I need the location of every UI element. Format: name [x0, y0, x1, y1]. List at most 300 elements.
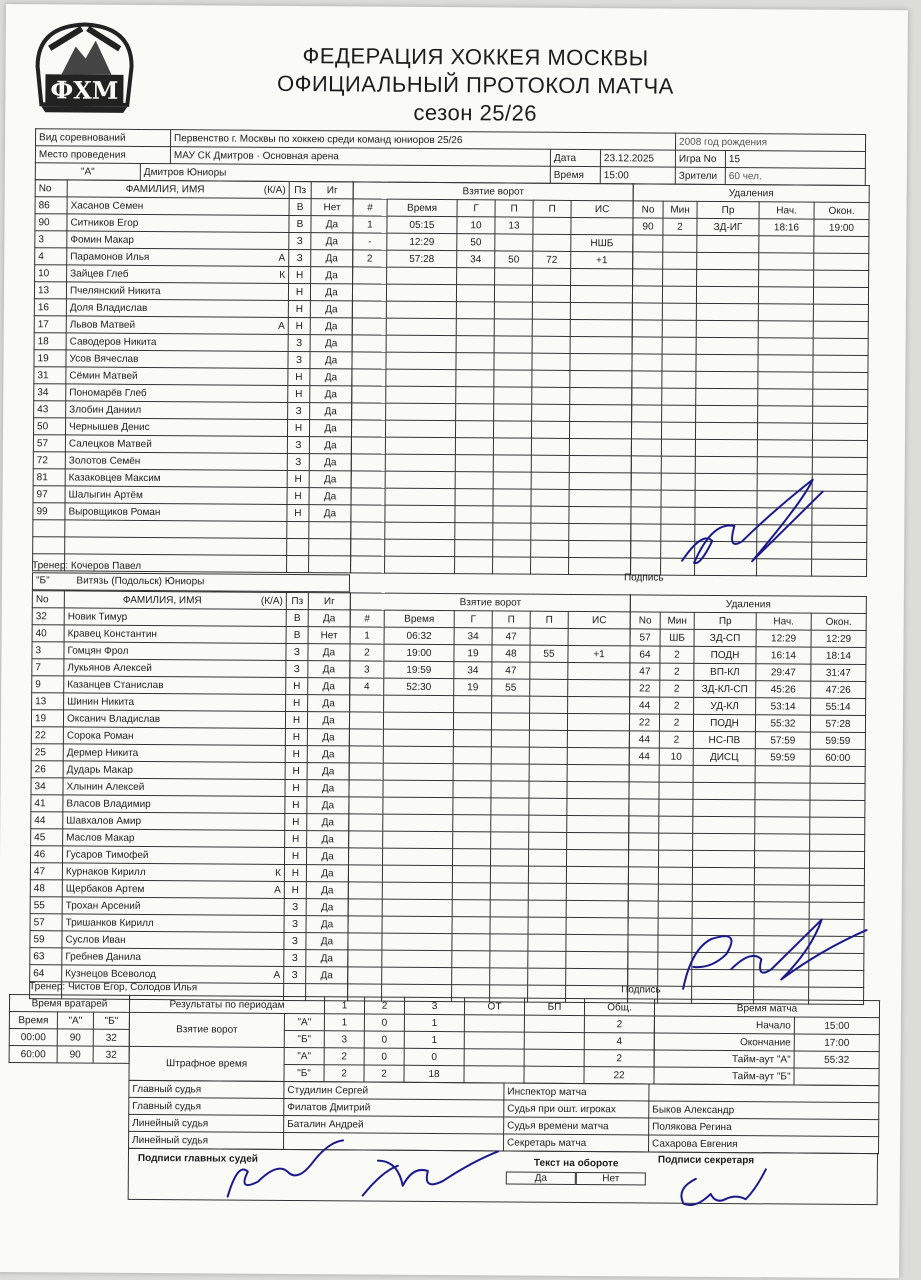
player-number: 59	[30, 931, 62, 948]
empty-cell	[566, 883, 628, 900]
empty-cell	[696, 388, 758, 405]
player-played: Да	[309, 471, 351, 488]
empty-cell	[633, 235, 663, 252]
penalty-cell: 47:26	[811, 681, 866, 698]
period-cell: "Б"	[284, 1064, 324, 1081]
empty-cell	[455, 438, 493, 455]
empty-cell	[566, 951, 628, 968]
player-name: Дударь Макар	[66, 763, 134, 776]
player-number: 57	[30, 914, 62, 931]
goal-cell: НШБ	[571, 234, 633, 251]
empty-cell	[532, 353, 570, 370]
empty-cell	[569, 557, 631, 574]
player-position: Н	[284, 864, 306, 881]
empty-cell	[658, 867, 692, 884]
empty-row	[349, 780, 629, 799]
empty-cell	[494, 319, 532, 336]
empty-cell	[662, 405, 696, 422]
empty-cell	[386, 335, 456, 352]
empty-cell	[490, 849, 528, 866]
penalty-cell: 12:29	[811, 630, 866, 647]
empty-cell	[569, 523, 631, 540]
player-position: З	[289, 232, 311, 249]
empty-row	[351, 437, 631, 456]
penalties-title: Удаления	[630, 595, 866, 614]
period-cell: "А"	[284, 1047, 324, 1064]
empty-row	[33, 537, 351, 556]
empty-row	[628, 867, 864, 886]
penalty-cell: 55:14	[811, 698, 866, 715]
goal-row	[353, 216, 633, 235]
player-number: 64	[30, 965, 62, 982]
empty-cell	[813, 406, 868, 423]
empty-cell	[813, 287, 868, 304]
player-number: 45	[31, 829, 63, 846]
empty-cell	[810, 766, 865, 783]
goal-cell: 1	[350, 627, 384, 644]
player-row	[33, 486, 351, 505]
penalty-by-period-label: Штрафное время	[129, 1046, 284, 1081]
empty-cell	[386, 301, 456, 318]
empty-cell	[384, 695, 454, 712]
empty-cell	[662, 354, 696, 371]
empty-cell	[758, 304, 813, 321]
empty-cell	[452, 917, 490, 934]
pen-col-header: Пр	[697, 201, 759, 218]
team-b-players-table	[29, 590, 351, 1001]
player-name: Шалыгин Артём	[68, 488, 143, 501]
goal-row	[350, 644, 630, 663]
goal-cell	[530, 679, 568, 696]
official-cell: Полякова Регина	[649, 1118, 879, 1137]
empty-cell	[348, 916, 382, 933]
period-col-header: 1	[324, 997, 364, 1014]
penalty-row	[630, 629, 866, 648]
player-row	[34, 316, 352, 335]
empty-cell	[456, 285, 494, 302]
penalty-cell: 10	[659, 748, 693, 765]
match-time-value: 55:32	[794, 1051, 879, 1069]
empty-cell	[812, 440, 867, 457]
player-name: Ситников Егор	[70, 216, 139, 229]
player-position: З	[284, 915, 306, 932]
player-row	[31, 744, 349, 763]
player-name-cell	[66, 333, 288, 352]
empty-cell	[385, 488, 455, 505]
empty-cell	[567, 713, 629, 730]
player-name-cell	[67, 265, 289, 284]
empty-row	[351, 505, 631, 524]
period-cell: 1	[324, 1014, 364, 1031]
player-row	[35, 214, 353, 233]
player-name-cell	[66, 316, 288, 335]
period-cell	[464, 1015, 524, 1032]
empty-cell	[352, 318, 386, 335]
player-position: З	[288, 351, 310, 368]
player-played: Да	[306, 865, 348, 882]
player-number: 19	[34, 350, 66, 367]
player-row	[32, 608, 350, 627]
empty-cell	[456, 319, 494, 336]
players-header-row	[35, 180, 353, 199]
player-row	[30, 931, 348, 950]
player-name: Щербаков Артем	[65, 882, 145, 895]
empty-cell	[309, 556, 351, 573]
period-cell: "Б"	[284, 1030, 324, 1047]
reverse-yes: Да	[506, 1172, 576, 1185]
penalty-cell: 18:14	[811, 647, 866, 664]
goalie-col-header: "А"	[57, 1012, 93, 1029]
federation-title: ФЕДЕРАЦИЯ ХОККЕЯ МОСКВЫ	[302, 43, 649, 71]
goalie-cell: 60:00	[9, 1046, 57, 1063]
empty-cell	[757, 423, 812, 440]
empty-row	[633, 269, 869, 288]
empty-row	[352, 318, 632, 337]
empty-cell	[385, 522, 455, 539]
player-position: З	[286, 643, 308, 660]
player-name: Доля Владислав	[69, 301, 148, 314]
players-header-row	[32, 591, 350, 610]
empty-cell	[659, 765, 693, 782]
player-name-cell	[62, 914, 284, 933]
player-name-cell	[66, 401, 288, 420]
main-judge-2-signature	[353, 1140, 503, 1201]
place-label: Место проведения	[35, 146, 170, 164]
period-col-header: ОТ	[464, 998, 524, 1015]
empty-cell	[529, 815, 567, 832]
goal-row	[353, 233, 633, 252]
empty-cell	[813, 338, 868, 355]
empty-cell	[570, 353, 632, 370]
empty-cell	[349, 831, 383, 848]
player-row	[31, 795, 349, 814]
empty-cell	[759, 270, 814, 287]
player-name-cell	[62, 863, 284, 882]
player-number: 41	[31, 795, 63, 812]
col-no-header: No	[35, 180, 67, 197]
col-ig-header: Иг	[311, 182, 353, 199]
player-position: З	[284, 932, 306, 949]
empty-cell	[697, 235, 759, 252]
empty-row	[633, 235, 869, 254]
empty-cell	[528, 951, 566, 968]
player-name-cell	[65, 503, 287, 522]
player-row	[30, 863, 348, 882]
empty-cell	[532, 370, 570, 387]
empty-cell	[491, 730, 529, 747]
period-cell: 1	[404, 1014, 464, 1031]
empty-cell	[570, 319, 632, 336]
player-ka: А	[278, 320, 285, 332]
empty-cell	[529, 781, 567, 798]
empty-row	[352, 352, 632, 371]
name-header-label: ФАМИЛИЯ, ИМЯ	[122, 594, 202, 606]
player-name-cell	[67, 197, 289, 216]
empty-cell	[528, 849, 566, 866]
player-ka: К	[279, 269, 286, 281]
empty-cell	[494, 387, 532, 404]
empty-cell	[813, 372, 868, 389]
empty-cell	[33, 537, 65, 554]
player-name-cell	[62, 897, 284, 916]
empty-cell	[697, 252, 759, 269]
player-position: Н	[287, 487, 309, 504]
empty-cell	[567, 832, 629, 849]
goals-title-row	[353, 182, 633, 201]
player-played: Да	[309, 505, 351, 522]
empty-cell	[494, 336, 532, 353]
empty-cell	[569, 421, 631, 438]
player-name: Оксанич Владислав	[66, 712, 161, 725]
team-a-goals-table	[350, 181, 634, 575]
player-name-cell	[63, 812, 285, 831]
player-position: Н	[285, 830, 307, 847]
empty-cell	[528, 917, 566, 934]
pen-col-header: Окон.	[811, 613, 866, 630]
empty-cell	[493, 523, 531, 540]
period-cell: 2	[364, 1065, 404, 1082]
period-cell: 4	[584, 1033, 654, 1050]
empty-cell	[566, 934, 628, 951]
player-number: 99	[33, 503, 65, 520]
empty-cell	[352, 335, 386, 352]
player-row	[33, 418, 351, 437]
player-row	[30, 897, 348, 916]
player-played: Да	[306, 882, 348, 899]
empty-cell	[493, 489, 531, 506]
goals-header-row	[350, 610, 630, 629]
empty-cell	[385, 556, 455, 573]
empty-cell	[531, 523, 569, 540]
empty-cell	[455, 523, 493, 540]
player-name: Зайцев Глеб	[70, 267, 129, 280]
empty-row	[348, 899, 628, 918]
period-cell	[524, 1032, 584, 1049]
empty-cell	[696, 354, 758, 371]
empty-row	[631, 439, 867, 458]
player-number: 7	[32, 659, 64, 676]
empty-cell	[632, 337, 662, 354]
empty-cell	[813, 355, 868, 372]
empty-cell	[494, 353, 532, 370]
player-position: Н	[289, 266, 311, 283]
empty-row	[348, 933, 628, 952]
svg-text:ФХМ: ФХМ	[50, 75, 119, 105]
goal-cell: 47	[492, 662, 530, 679]
empty-cell	[696, 405, 758, 422]
empty-row	[349, 729, 629, 748]
player-played: Да	[306, 933, 348, 950]
empty-cell	[813, 389, 868, 406]
col-ig-header: Иг	[308, 593, 350, 610]
period-row	[129, 1046, 654, 1067]
empty-cell	[383, 831, 453, 848]
match-time-title-row	[654, 999, 879, 1018]
goals-col-header: Г	[454, 611, 492, 628]
empty-cell	[629, 833, 659, 850]
player-number: 44	[31, 812, 63, 829]
empty-row	[633, 252, 869, 271]
player-name-cell	[63, 829, 285, 848]
penalty-row	[629, 714, 865, 733]
player-name: Гомцян Фрол	[67, 644, 129, 657]
goal-cell: 19	[454, 645, 492, 662]
empty-cell	[490, 951, 528, 968]
match-time-label: Тайм-аут "Б"	[654, 1067, 794, 1085]
goal-row	[350, 661, 630, 680]
empty-cell	[383, 712, 453, 729]
player-position: В	[286, 609, 308, 626]
player-number: 86	[35, 197, 67, 214]
empty-cell	[693, 833, 755, 850]
empty-cell	[813, 321, 868, 338]
empty-cell	[754, 851, 809, 868]
empty-cell	[697, 269, 759, 286]
empty-cell	[755, 817, 810, 834]
goals-col-header: П	[533, 200, 571, 217]
player-position: Н	[286, 694, 308, 711]
official-cell	[649, 1084, 879, 1103]
empty-row	[632, 371, 868, 390]
empty-cell	[348, 899, 382, 916]
player-position: В	[289, 215, 311, 232]
empty-cell	[529, 730, 567, 747]
goal-cell: 34	[457, 251, 495, 268]
empty-cell	[632, 388, 662, 405]
player-row	[34, 384, 352, 403]
penalty-cell: 44	[630, 697, 660, 714]
empty-cell	[755, 800, 810, 817]
empty-row	[348, 882, 628, 901]
empty-cell	[494, 404, 532, 421]
empty-cell	[492, 696, 530, 713]
empty-cell	[383, 814, 453, 831]
empty-cell	[810, 834, 865, 851]
player-position: Н	[285, 796, 307, 813]
player-number: 3	[32, 642, 64, 659]
empty-cell	[385, 437, 455, 454]
empty-cell	[349, 712, 383, 729]
empty-cell	[383, 763, 453, 780]
empty-row	[628, 884, 864, 903]
empty-cell	[567, 798, 629, 815]
goal-cell: 4	[350, 678, 384, 695]
player-position: Н	[288, 317, 310, 334]
empty-cell	[386, 369, 456, 386]
goal-cell: 19	[454, 679, 492, 696]
birth-year: 2008 год рождения	[675, 133, 865, 151]
player-name-cell	[65, 469, 287, 488]
empty-row	[351, 420, 631, 439]
empty-cell	[493, 540, 531, 557]
empty-cell	[692, 867, 754, 884]
player-name: Кузнецов Всеволод	[65, 967, 156, 980]
goal-cell	[495, 234, 533, 251]
player-played: Да	[309, 454, 351, 471]
empty-cell	[491, 713, 529, 730]
official-cell: Линейный судья	[129, 1114, 284, 1132]
penalty-cell: 2	[659, 731, 693, 748]
empty-cell	[493, 557, 531, 574]
empty-row	[350, 695, 630, 714]
col-pz-header: Пз	[289, 181, 311, 198]
player-row	[31, 710, 349, 729]
player-name-cell	[67, 231, 289, 250]
empty-cell	[349, 763, 383, 780]
team-b-sign-label: Подпись	[621, 984, 661, 996]
empty-cell	[387, 267, 457, 284]
goal-cell	[530, 628, 568, 645]
team-b-name: Витязь (Подольск) Юниоры	[76, 575, 205, 588]
empty-cell	[351, 454, 385, 471]
time-label: Время	[550, 166, 600, 183]
player-position: В	[289, 198, 311, 215]
empty-cell	[386, 403, 456, 420]
goal-cell: 55	[530, 645, 568, 662]
player-name: Шавхалов Амир	[66, 814, 142, 827]
player-row	[32, 659, 350, 678]
player-name-cell	[67, 214, 289, 233]
empty-cell	[633, 269, 663, 286]
empty-cell	[755, 766, 810, 783]
period-cell	[464, 1049, 524, 1066]
penalty-cell: 2	[660, 680, 694, 697]
goal-cell: 19:59	[384, 661, 454, 678]
empty-cell	[532, 387, 570, 404]
penalty-cell: 57	[630, 629, 660, 646]
goal-cell: 57:28	[387, 250, 457, 267]
penalty-cell: 55:32	[755, 715, 810, 732]
player-row	[31, 727, 349, 746]
player-position: Н	[284, 847, 306, 864]
empty-cell	[569, 489, 631, 506]
player-played: Да	[309, 420, 351, 437]
match-time-row	[654, 1016, 879, 1035]
empty-cell	[452, 934, 490, 951]
penalty-cell: 60:00	[810, 749, 865, 766]
empty-cell	[566, 866, 628, 883]
player-number: 97	[33, 486, 65, 503]
official-cell: Секретарь матча	[504, 1134, 649, 1152]
penalty-cell: ЗД-КЛ-СП	[694, 680, 756, 697]
game-value: 15	[725, 151, 865, 169]
empty-cell	[453, 764, 491, 781]
empty-cell	[693, 765, 755, 782]
empty-row	[351, 488, 631, 507]
player-row	[31, 778, 349, 797]
player-number: 13	[34, 282, 66, 299]
empty-cell	[349, 797, 383, 814]
player-number: 81	[33, 469, 65, 486]
player-name: Маслов Макар	[66, 831, 135, 844]
empty-cell	[631, 473, 661, 490]
pen-col-header: Окон.	[814, 202, 869, 219]
player-row	[31, 761, 349, 780]
goal-cell: 3	[350, 661, 384, 678]
goals-title-row	[350, 593, 630, 612]
goal-cell	[530, 662, 568, 679]
player-position: Н	[285, 711, 307, 728]
player-ka: А	[273, 969, 281, 981]
empty-cell	[631, 490, 661, 507]
player-position: Н	[284, 881, 306, 898]
player-played: Да	[308, 644, 350, 661]
player-name-cell	[66, 367, 288, 386]
goal-cell: 05:15	[387, 216, 457, 233]
empty-cell	[349, 814, 383, 831]
period-cell: 0	[364, 1014, 404, 1031]
player-row	[33, 503, 351, 522]
